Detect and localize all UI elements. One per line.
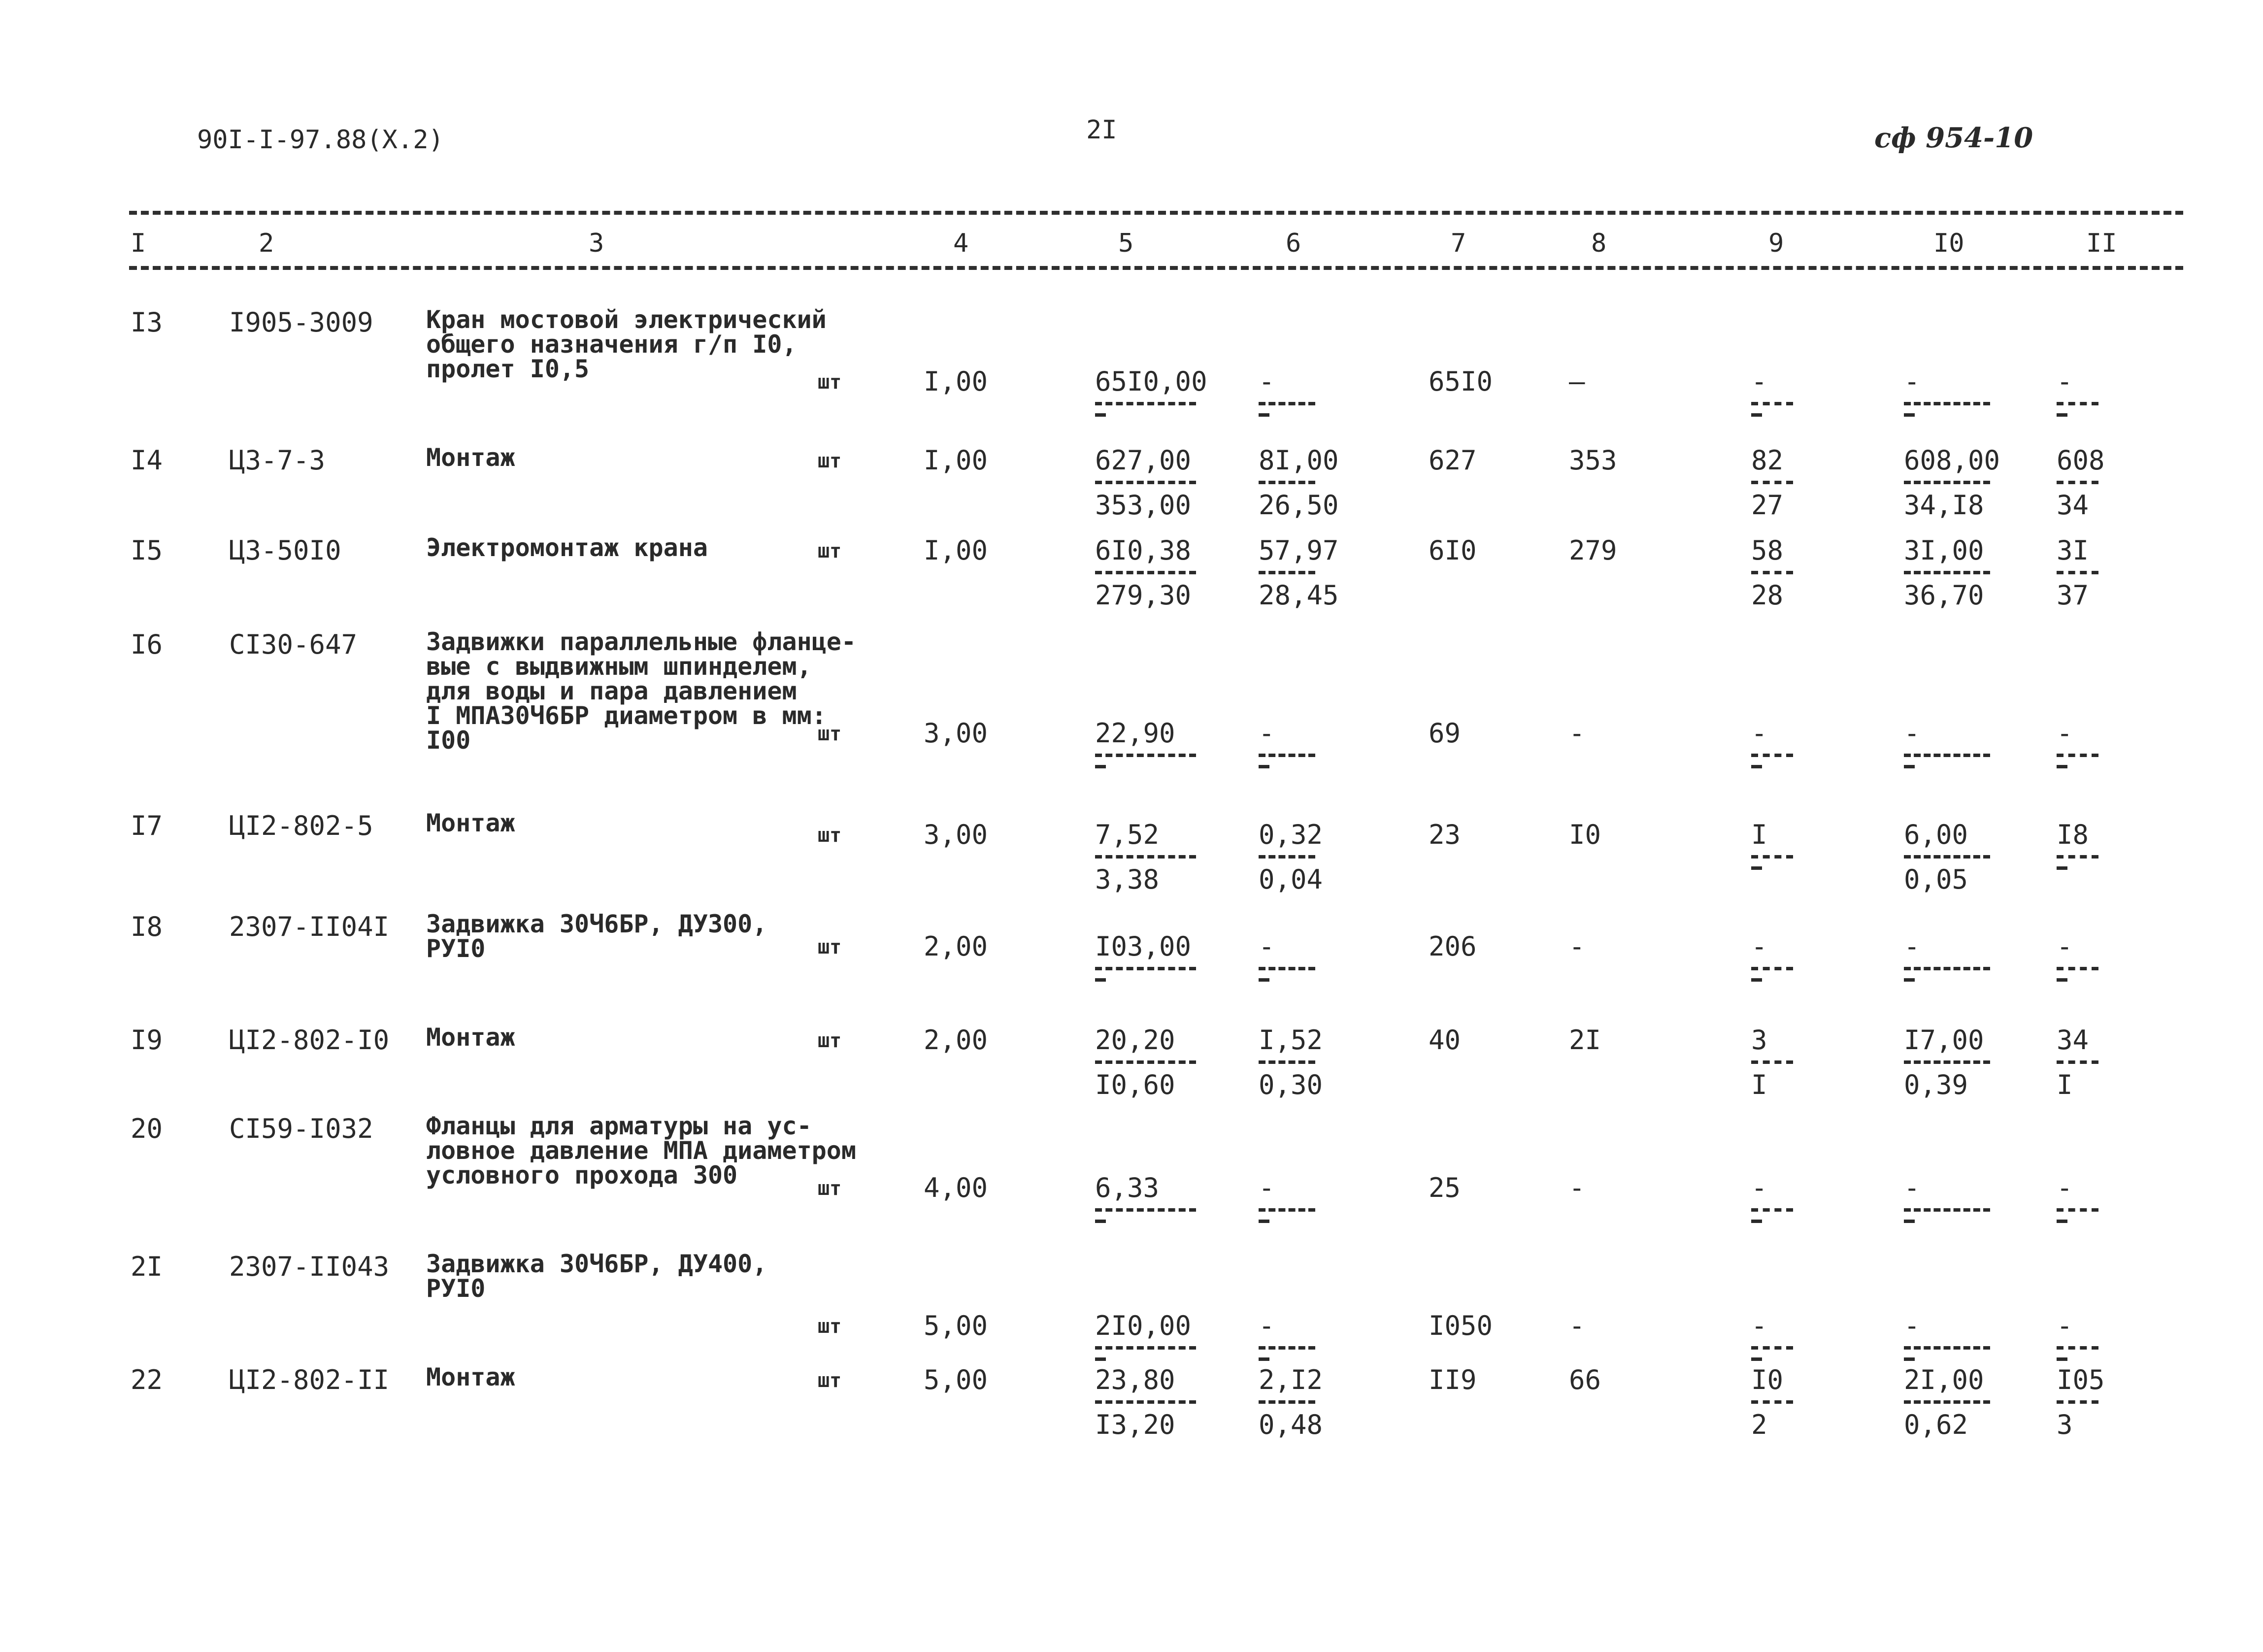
fraction-cell-c6 bbox=[1259, 537, 1339, 609]
fraction-cell-c5 bbox=[1095, 368, 1207, 417]
quantity: 5,00 bbox=[924, 1364, 988, 1395]
fraction-numerator: - bbox=[1751, 718, 1767, 749]
price-code: 2307-II043 bbox=[229, 1251, 390, 1282]
fraction-denominator: 34,I8 bbox=[1904, 490, 1984, 521]
fraction-bar bbox=[1259, 1060, 1315, 1064]
fraction-bar bbox=[1751, 754, 1793, 757]
price-code: ЦI2-802-I0 bbox=[229, 1024, 390, 1056]
fraction-cell-c6 bbox=[1259, 819, 1323, 895]
total-cost: 627 bbox=[1429, 445, 1477, 476]
column-number: 3 bbox=[589, 229, 604, 258]
fraction-cell-c11 bbox=[2057, 1310, 2098, 1361]
wage-cost: 353 bbox=[1569, 445, 1617, 476]
fraction-bar bbox=[1095, 967, 1196, 970]
fraction-denominator: I bbox=[2057, 1069, 2073, 1100]
fraction-denominator: 279,30 bbox=[1095, 580, 1192, 611]
fraction-numerator: - bbox=[1259, 931, 1275, 962]
work-name: Монтаж bbox=[426, 1023, 515, 1052]
fraction-denominator: 2 bbox=[1751, 1409, 1767, 1440]
fraction-numerator: 6,33 bbox=[1095, 1172, 1160, 1203]
fraction-bar bbox=[1259, 1400, 1315, 1404]
fraction-bar bbox=[1259, 571, 1315, 574]
fraction-numerator: I7,00 bbox=[1904, 1024, 1984, 1056]
fraction-cell-c11 bbox=[2057, 537, 2098, 609]
fraction-numerator: - bbox=[1904, 718, 1920, 749]
empty-denominator-dash bbox=[1095, 765, 1106, 768]
fraction-bar bbox=[2057, 855, 2098, 859]
fraction-numerator: 3 bbox=[1751, 1024, 1767, 1056]
fraction-denominator: 26,50 bbox=[1259, 490, 1339, 521]
fraction-cell-c5 bbox=[1095, 447, 1196, 519]
fraction-cell-c6 bbox=[1259, 1172, 1315, 1223]
page-number: 2I bbox=[1086, 115, 1117, 145]
price-code: Ц3-50I0 bbox=[229, 535, 341, 566]
total-cost: 25 bbox=[1429, 1172, 1461, 1203]
fraction-bar bbox=[1904, 967, 1990, 970]
column-number: 4 bbox=[953, 229, 969, 258]
fraction-cell-c5 bbox=[1095, 1364, 1196, 1440]
fraction-numerator: - bbox=[2057, 718, 2073, 749]
fraction-denominator: 0,05 bbox=[1904, 864, 1968, 895]
wage-cost: I0 bbox=[1569, 819, 1601, 850]
fraction-numerator: - bbox=[1904, 366, 1920, 397]
work-name: Монтаж bbox=[426, 809, 515, 837]
fraction-bar bbox=[1095, 855, 1196, 859]
wage-cost: 279 bbox=[1569, 535, 1617, 566]
fraction-bar bbox=[1095, 481, 1196, 484]
fraction-numerator: 82 bbox=[1751, 445, 1784, 476]
fraction-numerator: - bbox=[1751, 1310, 1767, 1341]
fraction-bar bbox=[2057, 571, 2098, 574]
fraction-numerator: 23,80 bbox=[1095, 1364, 1175, 1395]
fraction-bar bbox=[1751, 1346, 1793, 1350]
fraction-numerator: 608 bbox=[2057, 445, 2105, 476]
fraction-numerator: 22,90 bbox=[1095, 718, 1175, 749]
unit-of-measure: шт bbox=[818, 540, 842, 562]
fraction-cell-c5 bbox=[1095, 1024, 1196, 1100]
fraction-bar bbox=[1259, 754, 1315, 757]
fraction-bar bbox=[1095, 1208, 1196, 1212]
empty-denominator-dash bbox=[1259, 1220, 1269, 1223]
empty-denominator-dash bbox=[1751, 866, 1762, 870]
fraction-denominator: 3 bbox=[2057, 1409, 2073, 1440]
fraction-numerator: 0,32 bbox=[1259, 819, 1323, 850]
fraction-cell-c6 bbox=[1259, 1024, 1323, 1100]
fraction-cell-c5 bbox=[1095, 819, 1196, 895]
empty-denominator-dash bbox=[1259, 765, 1269, 768]
unit-of-measure: шт bbox=[818, 1315, 842, 1338]
fraction-numerator: 2I0,00 bbox=[1095, 1310, 1192, 1341]
fraction-denominator: 27 bbox=[1751, 490, 1784, 521]
fraction-bar bbox=[2057, 402, 2098, 405]
unit-of-measure: шт bbox=[818, 450, 842, 472]
fraction-bar bbox=[1259, 967, 1315, 970]
fraction-bar bbox=[1904, 1060, 1990, 1064]
fraction-bar bbox=[1904, 754, 1990, 757]
empty-denominator-dash bbox=[1904, 1220, 1915, 1223]
unit-of-measure: шт bbox=[818, 1029, 842, 1052]
work-name: Фланцы для арматуры на ус- ловное давление МПА диаметром условного прохода 300 bbox=[426, 1112, 856, 1189]
wage-cost: - bbox=[1569, 1310, 1585, 1341]
document-code: 90I-I-97.88(X.2) bbox=[197, 125, 444, 155]
fraction-bar bbox=[1751, 481, 1793, 484]
empty-denominator-dash bbox=[1259, 413, 1269, 417]
fraction-bar bbox=[1095, 754, 1196, 757]
handwritten-stamp: сф 954-10 bbox=[1874, 122, 2033, 154]
fraction-numerator: I0 bbox=[1751, 1364, 1784, 1395]
fraction-bar bbox=[1751, 967, 1793, 970]
fraction-cell-c9 bbox=[1751, 720, 1793, 768]
fraction-bar bbox=[1904, 1208, 1990, 1212]
fraction-cell-c10 bbox=[1904, 1364, 1990, 1440]
fraction-bar bbox=[1095, 1400, 1196, 1404]
fraction-numerator: 6,00 bbox=[1904, 819, 1968, 850]
fraction-cell-c10 bbox=[1904, 368, 1990, 417]
quantity: 2,00 bbox=[924, 1024, 988, 1056]
fraction-bar bbox=[1259, 1208, 1315, 1212]
fraction-bar bbox=[2057, 1400, 2098, 1404]
fraction-numerator: 627,00 bbox=[1095, 445, 1192, 476]
fraction-cell-c10 bbox=[1904, 537, 1990, 609]
column-number: II bbox=[2086, 229, 2117, 258]
total-cost: 23 bbox=[1429, 819, 1461, 850]
fraction-cell-c11 bbox=[2057, 1024, 2098, 1100]
fraction-bar bbox=[2057, 967, 2098, 970]
fraction-cell-c10 bbox=[1904, 1310, 1990, 1361]
fraction-denominator: 0,04 bbox=[1259, 864, 1323, 895]
fraction-cell-c10 bbox=[1904, 1024, 1990, 1100]
fraction-cell-c6 bbox=[1259, 1364, 1323, 1440]
fraction-bar bbox=[1095, 1060, 1196, 1064]
column-number: 9 bbox=[1768, 229, 1784, 258]
fraction-cell-c6 bbox=[1259, 933, 1315, 982]
total-cost: I050 bbox=[1429, 1310, 1493, 1341]
row-number: I3 bbox=[131, 307, 163, 338]
fraction-cell-c6 bbox=[1259, 368, 1315, 417]
fraction-cell-c6 bbox=[1259, 447, 1339, 519]
fraction-cell-c9 bbox=[1751, 1310, 1793, 1361]
wage-cost: 66 bbox=[1569, 1364, 1601, 1395]
fraction-denominator: 0,30 bbox=[1259, 1069, 1323, 1100]
empty-denominator-dash bbox=[1259, 1357, 1269, 1361]
fraction-denominator: I bbox=[1751, 1069, 1767, 1100]
fraction-bar bbox=[2057, 754, 2098, 757]
column-number: I0 bbox=[1933, 229, 1964, 258]
price-code: 2307-II04I bbox=[229, 911, 390, 942]
fraction-cell-c5 bbox=[1095, 537, 1196, 609]
unit-of-measure: шт bbox=[818, 936, 842, 958]
fraction-cell-c11 bbox=[2057, 819, 2098, 870]
column-number: 2 bbox=[259, 229, 274, 258]
unit-of-measure: шт bbox=[818, 1369, 842, 1392]
fraction-numerator: I8 bbox=[2057, 819, 2089, 850]
fraction-bar bbox=[2057, 1346, 2098, 1350]
fraction-denominator: 37 bbox=[2057, 580, 2089, 611]
row-number: I8 bbox=[131, 911, 163, 942]
fraction-numerator: - bbox=[1259, 1172, 1275, 1203]
wage-cost: — bbox=[1569, 366, 1585, 397]
row-number: I6 bbox=[131, 629, 163, 660]
fraction-cell-c10 bbox=[1904, 819, 1990, 895]
fraction-numerator: I03,00 bbox=[1095, 931, 1192, 962]
empty-denominator-dash bbox=[1751, 1357, 1762, 1361]
quantity: 2,00 bbox=[924, 931, 988, 962]
fraction-numerator: - bbox=[1904, 1310, 1920, 1341]
empty-denominator-dash bbox=[1751, 413, 1762, 417]
unit-of-measure: шт bbox=[818, 371, 842, 394]
unit-of-measure: шт bbox=[818, 824, 842, 847]
fraction-numerator: - bbox=[2057, 1310, 2073, 1341]
empty-denominator-dash bbox=[2057, 413, 2067, 417]
empty-denominator-dash bbox=[1904, 978, 1915, 982]
unit-of-measure: шт bbox=[818, 723, 842, 745]
fraction-bar bbox=[1904, 1400, 1990, 1404]
fraction-numerator: 3I,00 bbox=[1904, 535, 1984, 566]
empty-denominator-dash bbox=[1751, 765, 1762, 768]
fraction-denominator: 3,38 bbox=[1095, 864, 1160, 895]
row-number: 2I bbox=[131, 1251, 163, 1282]
row-number: I9 bbox=[131, 1024, 163, 1056]
work-name: Задвижки параллельные фланце- вые с выдвижным шпинделем, для воды и пара давлением I МПА30Ч6БР диаметром в мм: I00 bbox=[426, 628, 856, 755]
total-cost: 69 bbox=[1429, 718, 1461, 749]
fraction-denominator: 0,48 bbox=[1259, 1409, 1323, 1440]
fraction-numerator: - bbox=[1904, 931, 1920, 962]
fraction-numerator: 608,00 bbox=[1904, 445, 2000, 476]
column-number: I bbox=[131, 229, 146, 258]
fraction-numerator: 8I,00 bbox=[1259, 445, 1339, 476]
fraction-bar bbox=[1751, 1208, 1793, 1212]
fraction-cell-c9 bbox=[1751, 933, 1793, 982]
fraction-numerator: - bbox=[1259, 366, 1275, 397]
fraction-cell-c11 bbox=[2057, 720, 2098, 768]
price-code: CI59-I032 bbox=[229, 1113, 373, 1144]
fraction-cell-c9 bbox=[1751, 537, 1793, 609]
fraction-numerator: 2,I2 bbox=[1259, 1364, 1323, 1395]
fraction-bar bbox=[1259, 481, 1315, 484]
wage-cost: - bbox=[1569, 931, 1585, 962]
fraction-denominator: 34 bbox=[2057, 490, 2089, 521]
fraction-numerator: - bbox=[1904, 1172, 1920, 1203]
fraction-bar bbox=[1904, 402, 1990, 405]
quantity: I,00 bbox=[924, 366, 988, 397]
fraction-numerator: 58 bbox=[1751, 535, 1784, 566]
fraction-numerator: 65I0,00 bbox=[1095, 366, 1207, 397]
header-rule-bottom bbox=[129, 266, 2183, 270]
fraction-bar bbox=[1751, 1060, 1793, 1064]
fraction-bar bbox=[2057, 1060, 2098, 1064]
header-rule-top bbox=[129, 211, 2183, 215]
fraction-cell-c10 bbox=[1904, 720, 1990, 768]
wage-cost: 2I bbox=[1569, 1024, 1601, 1056]
fraction-numerator: - bbox=[2057, 366, 2073, 397]
quantity: 5,00 bbox=[924, 1310, 988, 1341]
empty-denominator-dash bbox=[1904, 765, 1915, 768]
empty-denominator-dash bbox=[1095, 413, 1106, 417]
work-name: Монтаж bbox=[426, 443, 515, 472]
fraction-denominator: 28 bbox=[1751, 580, 1784, 611]
total-cost: 65I0 bbox=[1429, 366, 1493, 397]
fraction-numerator: - bbox=[1751, 1172, 1767, 1203]
row-number: I4 bbox=[131, 445, 163, 476]
row-number: I5 bbox=[131, 535, 163, 566]
fraction-cell-c11 bbox=[2057, 1364, 2105, 1440]
fraction-numerator: - bbox=[1259, 718, 1275, 749]
fraction-bar bbox=[1751, 1400, 1793, 1404]
empty-denominator-dash bbox=[1751, 1220, 1762, 1223]
fraction-bar bbox=[1904, 571, 1990, 574]
fraction-numerator: 20,20 bbox=[1095, 1024, 1175, 1056]
quantity: 3,00 bbox=[924, 819, 988, 850]
quantity: 4,00 bbox=[924, 1172, 988, 1203]
quantity: 3,00 bbox=[924, 718, 988, 749]
fraction-bar bbox=[1751, 855, 1793, 859]
fraction-cell-c11 bbox=[2057, 447, 2105, 519]
empty-denominator-dash bbox=[1095, 1357, 1106, 1361]
empty-denominator-dash bbox=[1259, 978, 1269, 982]
fraction-bar bbox=[1904, 855, 1990, 859]
fraction-cell-c6 bbox=[1259, 720, 1315, 768]
fraction-cell-c11 bbox=[2057, 1172, 2098, 1223]
fraction-cell-c9 bbox=[1751, 1024, 1793, 1100]
work-name: Монтаж bbox=[426, 1363, 515, 1391]
fraction-cell-c11 bbox=[2057, 368, 2098, 417]
column-number: 6 bbox=[1286, 229, 1301, 258]
fraction-cell-c10 bbox=[1904, 1172, 1990, 1223]
fraction-cell-c9 bbox=[1751, 447, 1793, 519]
fraction-numerator: 2I,00 bbox=[1904, 1364, 1984, 1395]
fraction-bar bbox=[1904, 1346, 1990, 1350]
total-cost: 40 bbox=[1429, 1024, 1461, 1056]
price-code: CI30-647 bbox=[229, 629, 358, 660]
fraction-numerator: 7,52 bbox=[1095, 819, 1160, 850]
fraction-denominator: I3,20 bbox=[1095, 1409, 1175, 1440]
fraction-numerator: 3I bbox=[2057, 535, 2089, 566]
fraction-numerator: - bbox=[2057, 931, 2073, 962]
fraction-bar bbox=[1904, 481, 1990, 484]
price-code: ЦI2-802-5 bbox=[229, 810, 373, 841]
row-number: 22 bbox=[131, 1364, 163, 1395]
work-name: Задвижка 30Ч6БР, ДУ300, РУI0 bbox=[426, 910, 767, 963]
fraction-bar bbox=[1095, 402, 1196, 405]
fraction-bar bbox=[1751, 402, 1793, 405]
fraction-bar bbox=[1259, 1346, 1315, 1350]
fraction-bar bbox=[1095, 571, 1196, 574]
fraction-numerator: - bbox=[2057, 1172, 2073, 1203]
fraction-denominator: 0,62 bbox=[1904, 1409, 1968, 1440]
column-number: 7 bbox=[1451, 229, 1466, 258]
empty-denominator-dash bbox=[2057, 1220, 2067, 1223]
fraction-numerator: 34 bbox=[2057, 1024, 2089, 1056]
fraction-cell-c9 bbox=[1751, 1364, 1793, 1440]
fraction-cell-c11 bbox=[2057, 933, 2098, 982]
fraction-bar bbox=[2057, 1208, 2098, 1212]
work-name: Электромонтаж крана bbox=[426, 533, 708, 562]
empty-denominator-dash bbox=[1751, 978, 1762, 982]
fraction-cell-c5 bbox=[1095, 720, 1196, 768]
fraction-numerator: - bbox=[1751, 366, 1767, 397]
fraction-cell-c9 bbox=[1751, 368, 1793, 417]
fraction-bar bbox=[1751, 571, 1793, 574]
row-number: I7 bbox=[131, 810, 163, 841]
fraction-bar bbox=[1095, 1346, 1196, 1350]
fraction-bar bbox=[1259, 855, 1315, 859]
total-cost: 6I0 bbox=[1429, 535, 1477, 566]
work-name: Задвижка 30Ч6БР, ДУ400, РУI0 bbox=[426, 1250, 767, 1303]
empty-denominator-dash bbox=[2057, 866, 2067, 870]
fraction-numerator: - bbox=[1259, 1310, 1275, 1341]
fraction-numerator: I05 bbox=[2057, 1364, 2105, 1395]
empty-denominator-dash bbox=[1095, 1220, 1106, 1223]
empty-denominator-dash bbox=[1095, 978, 1106, 982]
wage-cost: - bbox=[1569, 1172, 1585, 1203]
work-name: Кран мостовой электрический общего назначения г/п I0, пролет I0,5 bbox=[426, 305, 827, 383]
fraction-numerator: I bbox=[1751, 819, 1767, 850]
fraction-cell-c5 bbox=[1095, 933, 1196, 982]
unit-of-measure: шт bbox=[818, 1177, 842, 1200]
total-cost: II9 bbox=[1429, 1364, 1477, 1395]
column-number: 5 bbox=[1118, 229, 1134, 258]
fraction-bar bbox=[2057, 481, 2098, 484]
column-number: 8 bbox=[1591, 229, 1607, 258]
quantity: I,00 bbox=[924, 535, 988, 566]
price-code: Ц3-7-3 bbox=[229, 445, 326, 476]
empty-denominator-dash bbox=[1904, 413, 1915, 417]
price-code: ЦI2-802-II bbox=[229, 1364, 390, 1395]
quantity: I,00 bbox=[924, 445, 988, 476]
empty-denominator-dash bbox=[2057, 978, 2067, 982]
empty-denominator-dash bbox=[1904, 1357, 1915, 1361]
fraction-denominator: 28,45 bbox=[1259, 580, 1339, 611]
fraction-cell-c9 bbox=[1751, 819, 1793, 870]
fraction-denominator: 353,00 bbox=[1095, 490, 1192, 521]
fraction-denominator: 0,39 bbox=[1904, 1069, 1968, 1100]
empty-denominator-dash bbox=[2057, 765, 2067, 768]
row-number: 20 bbox=[131, 1113, 163, 1144]
fraction-cell-c6 bbox=[1259, 1310, 1315, 1361]
fraction-numerator: I,52 bbox=[1259, 1024, 1323, 1056]
fraction-denominator: I0,60 bbox=[1095, 1069, 1175, 1100]
fraction-cell-c5 bbox=[1095, 1172, 1196, 1223]
fraction-numerator: 57,97 bbox=[1259, 535, 1339, 566]
total-cost: 206 bbox=[1429, 931, 1477, 962]
price-code: I905-3009 bbox=[229, 307, 373, 338]
empty-denominator-dash bbox=[2057, 1357, 2067, 1361]
fraction-cell-c10 bbox=[1904, 447, 2000, 519]
fraction-denominator: 36,70 bbox=[1904, 580, 1984, 611]
fraction-bar bbox=[1259, 402, 1315, 405]
fraction-numerator: - bbox=[1751, 931, 1767, 962]
wage-cost: - bbox=[1569, 718, 1585, 749]
fraction-numerator: 6I0,38 bbox=[1095, 535, 1192, 566]
fraction-cell-c5 bbox=[1095, 1310, 1196, 1361]
fraction-cell-c10 bbox=[1904, 933, 1990, 982]
fraction-cell-c9 bbox=[1751, 1172, 1793, 1223]
